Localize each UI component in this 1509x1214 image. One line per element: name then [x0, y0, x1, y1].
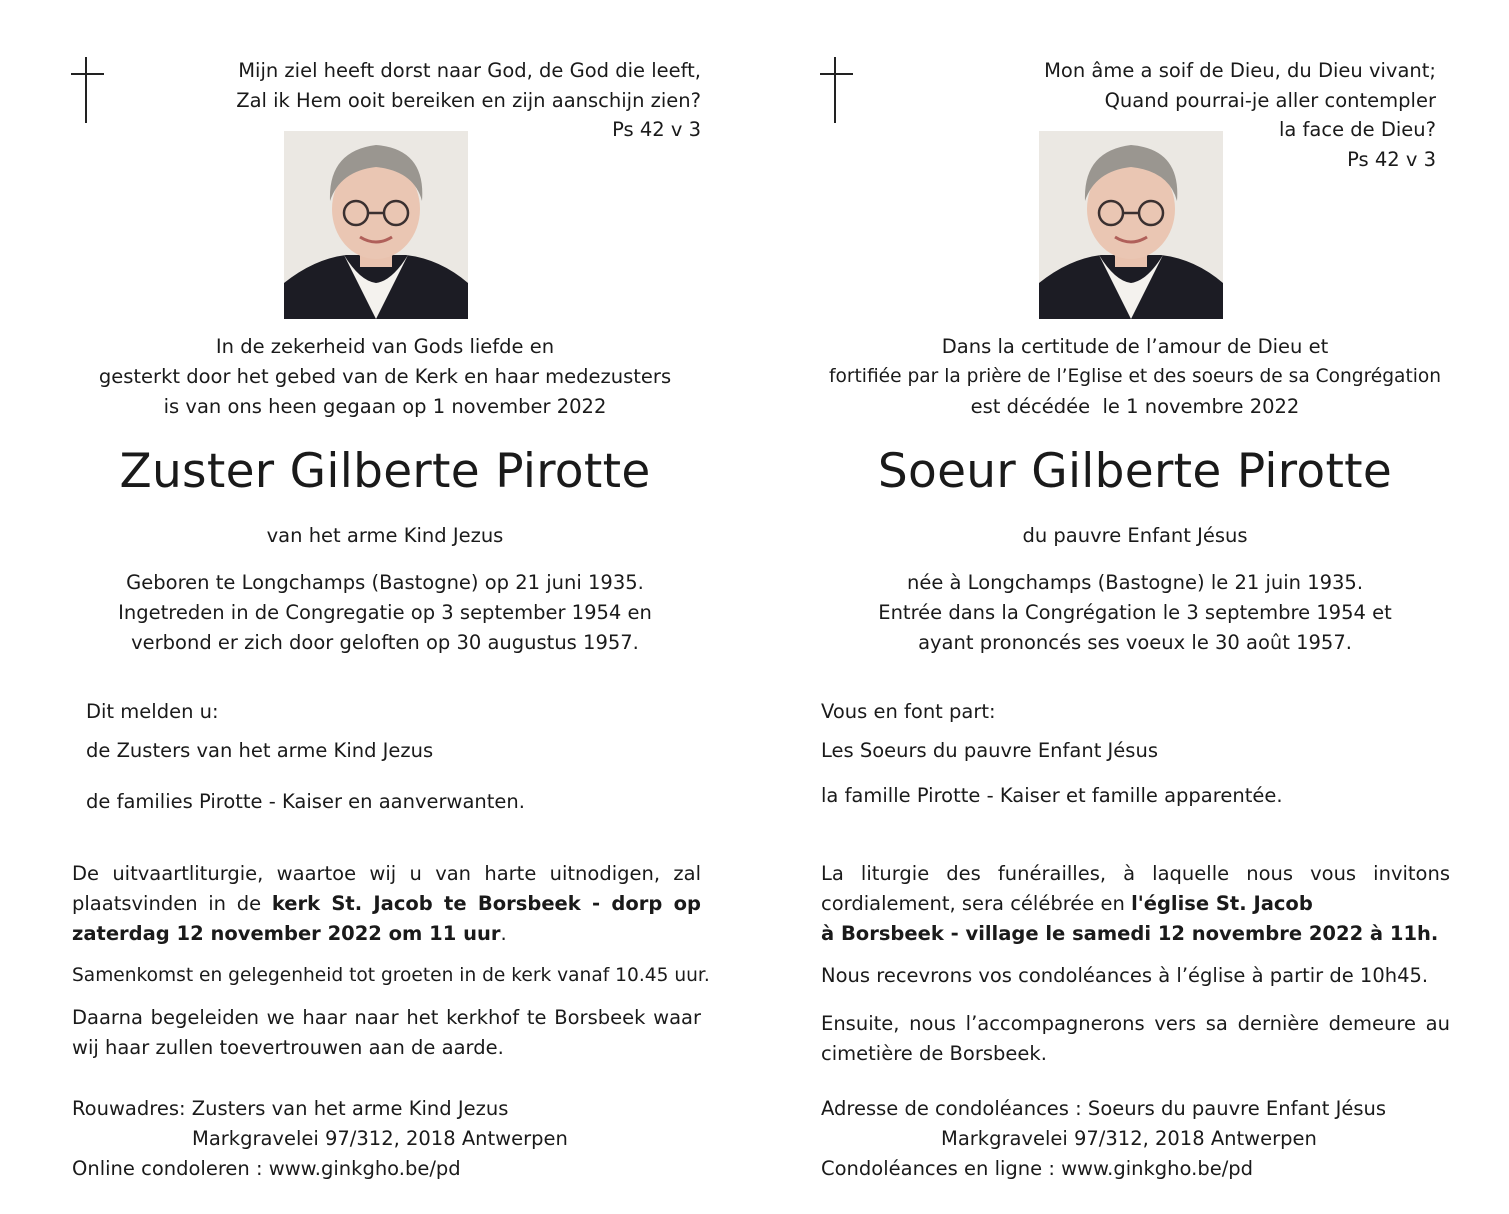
- liturgy-end: .: [500, 922, 507, 945]
- liturgy-paragraph: [821, 859, 1450, 949]
- liturgy-text: De uitvaartliturgie, waartoe wij u van harte uitnodigen, zal plaatsvinden in de: [72, 862, 701, 915]
- bio-line: ayant prononcés ses voeux le 30 août 1957.: [918, 631, 1352, 654]
- deceased-name: Zuster Gilberte Pirotte: [119, 444, 651, 499]
- deceased-name: Soeur Gilberte Pirotte: [877, 444, 1393, 499]
- liturgy-date: à Borsbeek - village le samedi 12 novembre 2022 à 11h.: [821, 922, 1439, 945]
- intro-line: gesterkt door het gebed van de Kerk en haar medezusters: [98, 365, 672, 388]
- bio-line: Entrée dans la Congrégation le 3 septembre 1954 et: [878, 601, 1392, 624]
- liturgy-paragraph: [72, 859, 701, 949]
- intro-line: is van ons heen gegaan op 1 november 2022: [163, 395, 607, 418]
- bio-line: Geboren te Longchamps (Bastogne) op 21 juni 1935.: [126, 571, 644, 594]
- burial-text: Ensuite, nous l’accompagnerons vers sa dernière demeure au cimetière de Borsbeek.: [821, 1012, 1450, 1065]
- bio-line: née à Longchamps (Bastogne) le 21 juin 1935.: [906, 571, 1364, 594]
- portrait-photo: [1039, 131, 1223, 319]
- gathering-text: Samenkomst en gelegenheid tot groeten in de kerk vanaf 10.45 uur.: [72, 965, 710, 986]
- intro-line: fortifiée par la prière de l’Eglise et des soeurs de sa Congrégation: [828, 366, 1442, 387]
- portrait-photo: [284, 131, 468, 319]
- psalm-reference: Ps 42 v 3: [612, 118, 701, 141]
- intro-line: In de zekerheid van Gods liefde en: [215, 335, 555, 358]
- address-label: Adresse de condoléances : Soeurs du pauvre Enfant Jésus: [821, 1097, 1387, 1120]
- announce-label: Dit melden u:: [86, 700, 219, 723]
- burial-text: Daarna begeleiden we haar naar het kerkhof te Borsbeek waar wij haar zullen toevertrouwen aan de aarde.: [72, 1006, 701, 1059]
- address-street: Markgravelei 97/312, 2018 Antwerpen: [192, 1127, 568, 1150]
- psalm-line: Mijn ziel heeft dorst naar God, de God die leeft,: [238, 59, 701, 82]
- bio-line: Ingetreden in de Congregatie op 3 september 1954 en: [118, 601, 652, 624]
- announcer-family: de families Pirotte - Kaiser en aanverwanten.: [86, 790, 525, 813]
- intro-text: [754, 332, 1509, 422]
- address-street: Markgravelei 97/312, 2018 Antwerpen: [941, 1127, 1317, 1150]
- liturgy-venue: l'église St. Jacob: [1131, 892, 1313, 915]
- gathering-text: Nous recevrons vos condoléances à l’église à partir de 10h45.: [821, 964, 1429, 987]
- online-condolence-link[interactable]: Condoléances en ligne : www.ginkgho.be/pd: [821, 1157, 1254, 1180]
- dutch-card: [0, 0, 754, 1214]
- congregation-name: du pauvre Enfant Jésus: [1022, 524, 1248, 547]
- address-label: Rouwadres: Zusters van het arme Kind Jezus: [72, 1097, 509, 1120]
- psalm-reference: Ps 42 v 3: [1347, 147, 1436, 171]
- psalm-line: Zal ik Hem ooit bereiken en zijn aanschijn zien?: [236, 88, 701, 112]
- online-condolence-link[interactable]: Online condoleren : www.ginkgho.be/pd: [72, 1157, 461, 1180]
- congregation-name: van het arme Kind Jezus: [266, 524, 504, 547]
- psalm-line: Mon âme a soif de Dieu, du Dieu vivant;: [1044, 59, 1436, 82]
- psalm-line: Quand pourrai-je aller contempler: [1104, 88, 1436, 112]
- intro-text: [0, 332, 770, 422]
- intro-line: Dans la certitude de l’amour de Dieu et: [941, 335, 1329, 358]
- announce-label: Vous en font part:: [821, 700, 996, 723]
- announcer-sisters: de Zusters van het arme Kind Jezus: [86, 739, 434, 762]
- liturgy-text: La liturgie des funérailles, à laquelle nous vous invitons cordialement, sera célébrée en: [821, 862, 1450, 915]
- french-card: [754, 0, 1509, 1214]
- announcer-family: la famille Pirotte - Kaiser et famille apparentée.: [821, 784, 1283, 807]
- announcer-sisters: Les Soeurs du pauvre Enfant Jésus: [821, 739, 1158, 762]
- intro-line: est décédée le 1 novembre 2022: [970, 395, 1300, 418]
- psalm-line: la face de Dieu?: [1278, 118, 1436, 141]
- biography: [0, 568, 770, 658]
- bio-line: verbond er zich door geloften op 30 augustus 1957.: [131, 631, 639, 654]
- biography: [754, 568, 1509, 658]
- liturgy-venue-date: kerk St. Jacob te Borsbeek - dorp op zaterdag 12 november 2022 om 11 uur: [72, 892, 701, 945]
